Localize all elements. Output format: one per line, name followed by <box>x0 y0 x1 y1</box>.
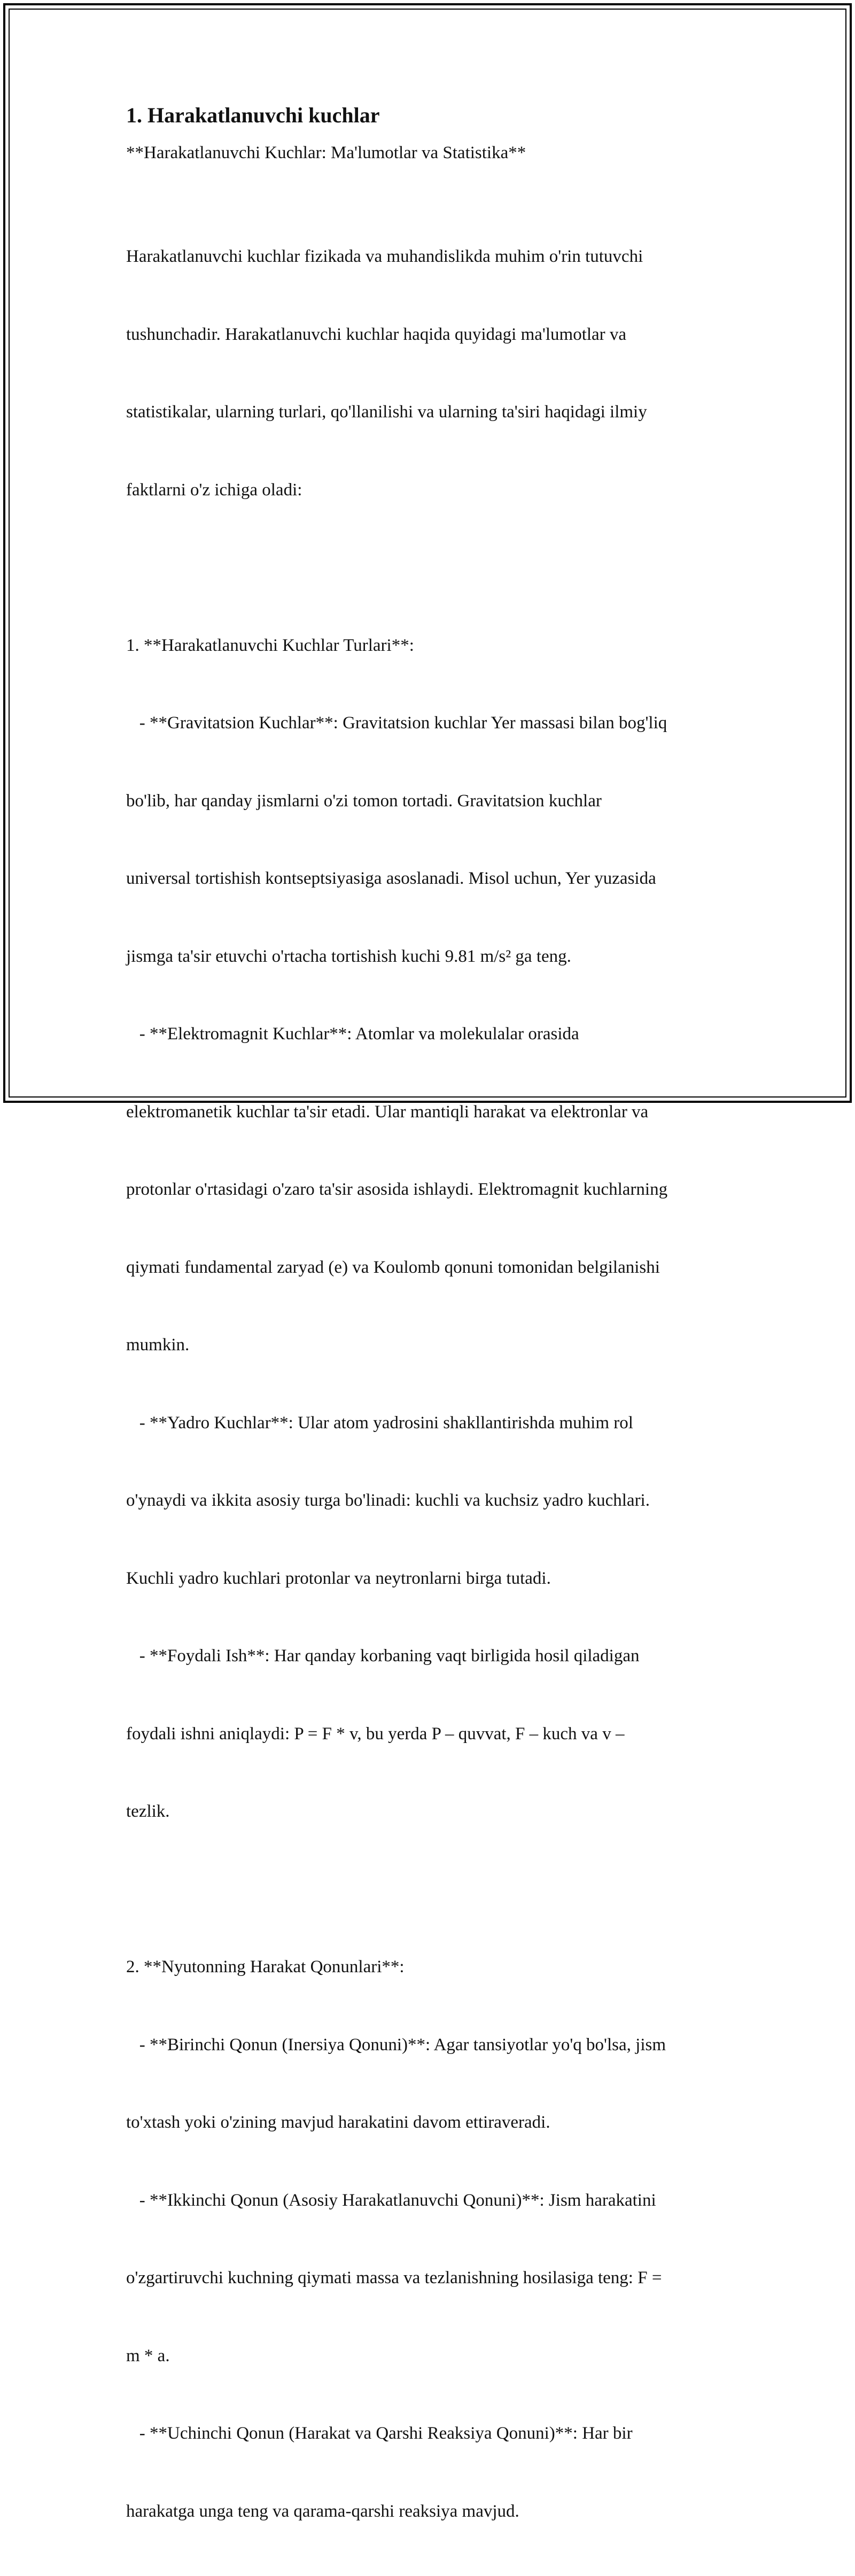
text-line: harakatga unga teng va qarama-qarshi reaksiya mavjud. <box>126 2501 519 2521</box>
text-line: o'ynaydi va ikkita asosiy turga bo'linadi: kuchli va kuchsiz yadro kuchlari. <box>126 1491 650 1510</box>
text-line: m * a. <box>126 2346 170 2365</box>
intro-paragraph <box>126 192 735 555</box>
text-line: foydali ishni aniqlaydi: P = F * v, bu yerda P – quvvat, F – kuch va v – <box>126 1724 625 1744</box>
list-item-line: - **Elektromagnit Kuchlar**: Atomlar va molekulalar orasida <box>126 1024 579 1044</box>
list-item-line: - **Foydali Ish**: Har qanday korbaning vaqt birligida hosil qiladigan <box>126 1646 640 1666</box>
text-line: jismga ta'sir etuvchi o'rtacha tortishish kuchi 9.81 m/s² ga teng. <box>126 946 571 966</box>
text-line: bo'lib, har qanday jismlarni o'zi tomon tortadi. Gravitatsion kuchlar <box>126 791 602 811</box>
text-line: mumkin. <box>126 1335 190 1355</box>
section-heading: 2. **Nyutonning Harakat Qonunlari**: <box>126 1957 405 1976</box>
intro-line: Harakatlanuvchi kuchlar fizikada va muhandislikda muhim o'rin tutuvchi <box>126 247 643 266</box>
intro-line: statistikalar, ularning turlari, qo'llanilishi va ularning ta'siri haqidagi ilmiy <box>126 402 647 422</box>
document-subtitle <box>126 140 735 166</box>
text-line: universal tortishish kontseptsiyasiga asoslanadi. Misol uchun, Yer yuzasida <box>126 869 656 888</box>
list-item-line: - **Uchinchi Qonun (Harakat va Qarshi Reaksiya Qonuni)**: Har bir <box>126 2424 633 2443</box>
section-force-types <box>126 581 735 1877</box>
intro-line: faktlarni o'z ichiga oladi: <box>126 480 302 500</box>
list-item-line: - **Yadro Kuchlar**: Ular atom yadrosini shakllantirishda muhim rol <box>126 1413 633 1433</box>
list-item-line: - **Ikkinchi Qonun (Asosiy Harakatlanuvchi Qonuni)**: Jism harakatini <box>126 2190 656 2210</box>
document-title: 1. Harakatlanuvchi kuchlar <box>126 103 380 127</box>
section-heading: 1. **Harakatlanuvchi Kuchlar Turlari**: <box>126 635 414 655</box>
document-body <box>126 96 735 2576</box>
text-line: elektromanetik kuchlar ta'sir etadi. Ular mantiqli harakat va elektronlar va <box>126 1102 649 1122</box>
text-line: protonlar o'rtasidagi o'zaro ta'sir asosida ishlaydi. Elektromagnit kuchlarning <box>126 1180 668 1199</box>
text-line: o'zgartiruvchi kuchning qiymati massa va tezlanishning hosilasiga teng: F = <box>126 2268 662 2287</box>
text-line: qiymati fundamental zaryad (e) va Koulomb qonuni tomonidan belgilanishi <box>126 1257 660 1277</box>
section-newton-laws <box>126 1902 735 2576</box>
list-item-line: - **Gravitatsion Kuchlar**: Gravitatsion kuchlar Yer massasi bilan bog'liq <box>126 713 667 733</box>
intro-line: tushunchadir. Harakatlanuvchi kuchlar haqida quyidagi ma'lumotlar va <box>126 324 627 344</box>
subtitle-line: **Harakatlanuvchi Kuchlar: Ma'lumotlar va Statistika** <box>126 143 526 162</box>
text-line: to'xtash yoki o'zining mavjud harakatini davom ettiraveradi. <box>126 2113 550 2132</box>
text-line: Kuchli yadro kuchlari protonlar va neytronlarni birga tutadi. <box>126 1568 551 1588</box>
list-item-line: - **Birinchi Qonun (Inersiya Qonuni)**: Agar tansiyotlar yo'q bo'lsa, jism <box>126 2035 666 2054</box>
text-line: tezlik. <box>126 1802 170 1821</box>
